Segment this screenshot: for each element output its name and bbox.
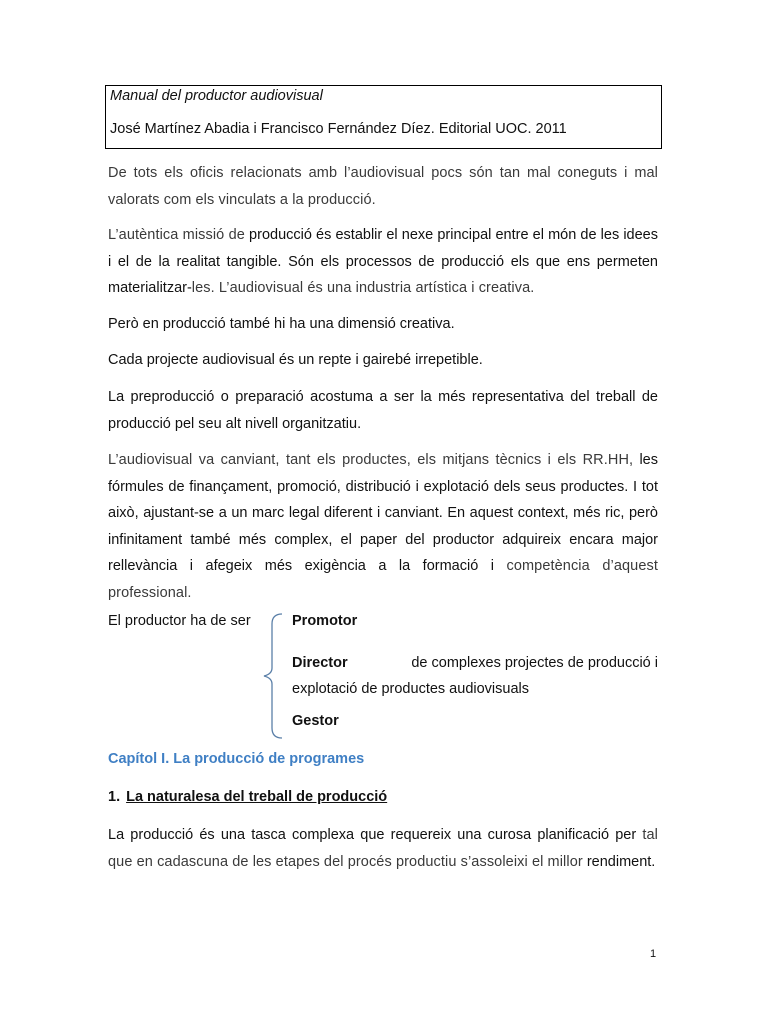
paragraph-6-part-b: les fórmules de finançament, promoció, distribució i explotació dels seus productes. I tot això, ajustant-se a un marc legal diferent i canviant. En aquest context, més ric, però infinitament també més complex, el paper del productor adquireix encara major rellevància i afegeix més exigència a la formació i bbox=[108, 452, 658, 574]
book-authors: José Martínez Abadia i Francisco Fernández Díez. Editorial UOC. 2011 bbox=[110, 121, 567, 137]
book-reference-box bbox=[105, 85, 662, 149]
page-number: 1 bbox=[650, 948, 657, 960]
role-gestor: Gestor bbox=[292, 713, 339, 729]
paragraph-2-part-b: producció és establir el nexe principal entre el món de les idees i el de la realitat tangible. Són els processos de producció els que ens permeten materialitzar- bbox=[108, 227, 658, 296]
role-promotor: Promotor bbox=[292, 613, 358, 629]
role-director bbox=[292, 650, 658, 702]
paragraph-2-part-a: L’autèntica missió de bbox=[108, 227, 245, 243]
paragraph-2 bbox=[108, 222, 658, 302]
paragraph-2-part-c: les. L’audiovisual és una industria artística i creativa. bbox=[191, 280, 535, 296]
roles-intro: El productor ha de ser bbox=[108, 613, 251, 629]
paragraph-3: Però en producció també hi ha una dimensió creativa. bbox=[108, 316, 455, 332]
chapter-title: Capítol I. La producció de programes bbox=[108, 751, 365, 767]
curly-brace-icon bbox=[260, 612, 290, 740]
section-paragraph-part-c: rendiment. bbox=[582, 853, 656, 870]
paragraph-6-part-a: L’audiovisual va canviant, tant els productes, els mitjans tècnics i els RR.HH, bbox=[108, 452, 634, 468]
section-paragraph-part-b: tal que en cadascuna de les etapes del procés productiu s’assoleixi el millor bbox=[108, 827, 658, 870]
section-paragraph-part-a: La producció és una tasca complexa que requereix una curosa planificació per bbox=[108, 827, 643, 843]
paragraph-5: La preproducció o preparació acostuma a ser la més representativa del treball de producció pel seu alt nivell organitzatiu. bbox=[108, 389, 658, 432]
paragraph-1: De tots els oficis relacionats amb l’audiovisual pocs són tan mal coneguts i mal valorats com els vinculats a la producció. bbox=[108, 165, 658, 208]
role-director-label: Director bbox=[292, 655, 348, 671]
section-title bbox=[108, 789, 387, 805]
role-director-desc-line2: explotació de productes audiovisuals bbox=[292, 681, 529, 697]
role-director-desc-line1: de complexes projectes de producció i bbox=[411, 655, 658, 671]
book-title: Manual del productor audiovisual bbox=[110, 88, 323, 104]
paragraph-6-part-c: competència d’aquest professional. bbox=[108, 558, 658, 601]
paragraph-4: Cada projecte audiovisual és un repte i gairebé irrepetible. bbox=[108, 352, 483, 368]
section-number: 1. bbox=[108, 789, 121, 805]
role-director-row bbox=[292, 650, 658, 676]
section-title-text: La naturalesa del treball de producció bbox=[126, 789, 388, 805]
paragraph-6 bbox=[108, 447, 658, 606]
section-paragraph bbox=[108, 822, 658, 875]
